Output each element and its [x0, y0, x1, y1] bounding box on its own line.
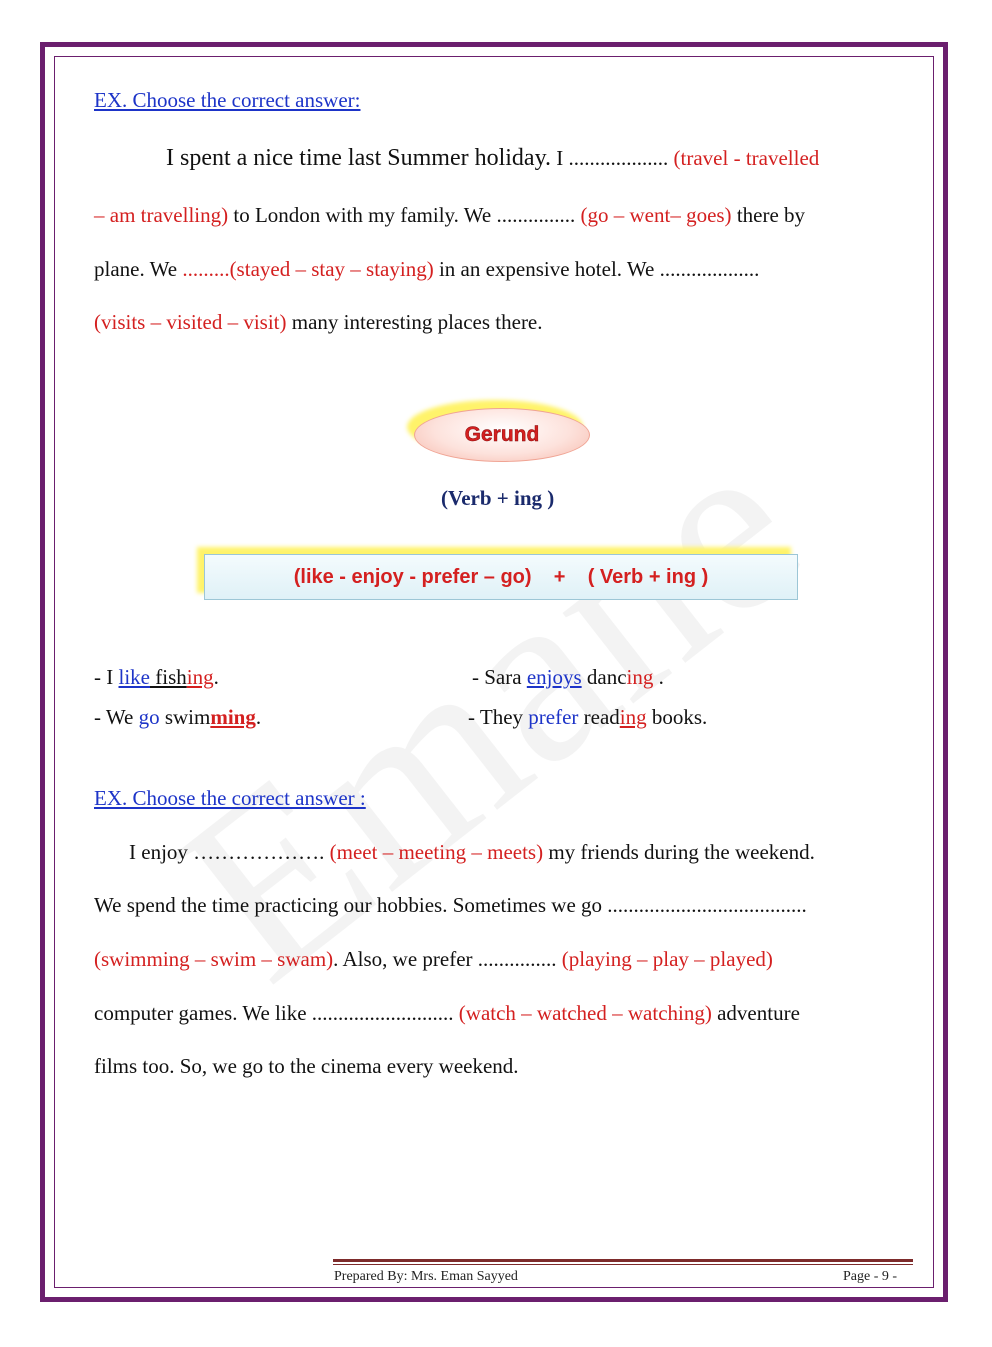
ex1-line-2-text: to London with my family. We ............... [228, 203, 581, 227]
ex2-options-2: (swimming – swim – swam) [94, 947, 334, 971]
example-2-verb: enjoys [526, 665, 582, 689]
example-2-suffix: ing [626, 665, 654, 689]
example-1 [94, 666, 219, 689]
example-1-suffix: ing [186, 665, 214, 689]
ex2-options-1: (meet – meeting – meets) [329, 840, 544, 864]
ex1-blank-1: I ................... [551, 146, 674, 170]
example-2-dash: - Sara [472, 665, 527, 689]
gerund-rule-box [204, 554, 798, 600]
ex1-line-4 [94, 311, 543, 334]
gerund-rule: (like - enjoy - prefer – go) + ( Verb + ing ) [293, 565, 709, 588]
example-4-end: books. [646, 705, 708, 729]
example-1-verb: like [118, 665, 150, 689]
ex2-line-1-end: my friends during the weekend. [543, 840, 815, 864]
footer-prepared-by: Prepared By: Mrs. Eman Sayyed [334, 1269, 518, 1284]
ex2-options-3: (playing – play – played) [561, 947, 773, 971]
ex2-line-1-text: I enjoy ………………. [129, 840, 330, 864]
gerund-title-pill [414, 408, 590, 462]
exercise-1-heading: EX. Choose the correct answer: [94, 88, 361, 112]
example-1-dash: - I [94, 665, 119, 689]
ex1-line-4-text: many interesting places there. [286, 310, 543, 334]
example-4-suffix: ing [619, 705, 647, 729]
ex2-line-5: films too. So, we go to the cinema every weekend. [94, 1054, 519, 1078]
ex1-line-1-text: I spent a nice time last Summer holiday. [166, 145, 552, 171]
ex1-options-1: (travel - travelled [673, 146, 820, 170]
ex2-options-4: (watch – watched – watching) [458, 1001, 712, 1025]
example-3-stem: swim [159, 705, 211, 729]
ex1-options-2: (go – went– goes) [580, 203, 732, 227]
example-3-end: . [255, 705, 262, 729]
example-4-dash: - They [468, 705, 529, 729]
example-4-verb: prefer [528, 705, 579, 729]
example-4-stem: read [578, 705, 620, 729]
example-3-verb: go [138, 705, 160, 729]
ex2-line-4-end: adventure [711, 1001, 800, 1025]
ex1-line-3 [94, 258, 759, 281]
example-2-stem: danc [581, 665, 627, 689]
ex2-line-1 [129, 841, 815, 864]
ex1-line-1 [166, 145, 819, 171]
ex2-line-4 [94, 1002, 800, 1025]
gerund-formula: (Verb + ing ) [441, 486, 555, 510]
example-3-dash: - We [94, 705, 139, 729]
gerund-title: Gerund [464, 423, 540, 446]
ex1-options-1-cont: – am travelling) [94, 203, 229, 227]
footer-page-number: Page - 9 - [843, 1269, 898, 1284]
footer-rule-thin [333, 1264, 913, 1265]
ex1-line-2 [94, 204, 805, 227]
ex1-options-4: (visits – visited – visit) [94, 310, 287, 334]
ex1-line-3-end: in an expensive hotel. We ................... [433, 257, 760, 281]
example-3-suffix: ming [210, 705, 256, 729]
example-1-end: . [213, 665, 219, 689]
footer-rule-thick [333, 1259, 913, 1262]
ex1-line-2-end: there by [731, 203, 806, 227]
example-4 [468, 706, 707, 729]
ex2-line-3-text: . Also, we prefer ............... [333, 947, 562, 971]
ex2-line-2: We spend the time practicing our hobbies. Sometimes we go ...................................... [94, 893, 807, 917]
example-3 [94, 706, 261, 729]
ex1-options-3: .........(stayed – stay – staying) [182, 257, 434, 281]
ex2-line-4-text: computer games. We like ........................... [94, 1001, 459, 1025]
exercise-2-heading: EX. Choose the correct answer : [94, 786, 366, 810]
ex2-line-3 [94, 948, 773, 971]
example-2-end: . [653, 665, 664, 689]
example-1-stem: fish [150, 665, 187, 689]
example-2 [472, 666, 664, 689]
ex1-line-3-text: plane. We [94, 257, 183, 281]
